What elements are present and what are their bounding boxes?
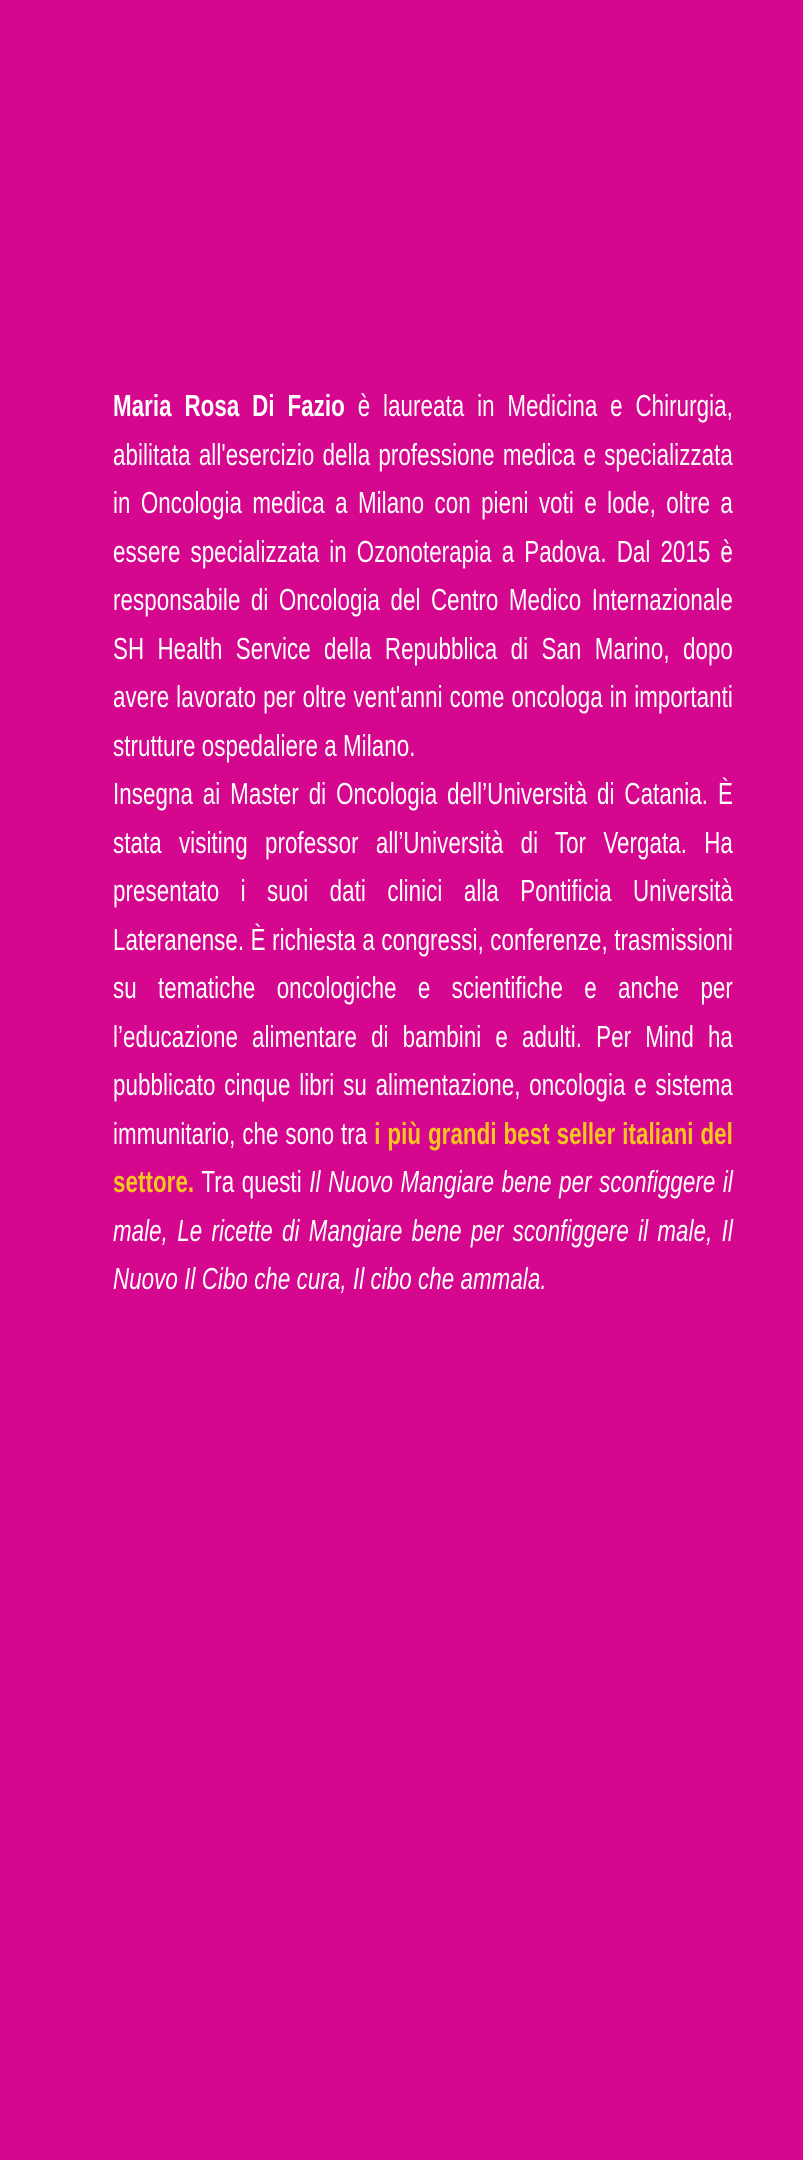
book-title-1: Il Nuovo Mangiare bene per sconfiggere il male: [113, 1164, 733, 1248]
bio-paragraph-2: [113, 770, 733, 1304]
book-separator-2: ,: [706, 1212, 722, 1248]
book-title-4: Il cibo che ammala: [352, 1261, 541, 1296]
bio-paragraph-1: [113, 382, 733, 770]
bio-end-period: .: [540, 1261, 547, 1296]
bio-text-2a: Insegna ai Master di Oncologia dell’Università di Catania. È stata visiting professor all’Università di Tor Vergata. Ha presentato i suoi dati clinici alla Pontificia Università Lateranense. È richiesta a congressi, conferenze, trasmissioni su tematiche oncologiche e scientifiche e anche per l’educazione alimentare di bambini e adulti. Per Mind ha pubblicato cinque libri su alimentazione, oncologia e sistema immunitario, che sono tra: [113, 776, 733, 1151]
author-name: Maria Rosa Di Fazio: [113, 388, 345, 423]
book-title-2: Le ricette di Mangiare bene per sconfiggere il male: [177, 1212, 707, 1248]
book-separator-1: ,: [161, 1212, 178, 1248]
book-title-3: Il Nuovo Il Cibo che cura: [113, 1212, 733, 1296]
bio-text-2b: Tra questi: [194, 1164, 310, 1199]
book-separator-3: ,: [340, 1261, 353, 1296]
bio-text-1: è laureata in Medicina e Chirurgia, abilitata all'esercizio della professione medica e specializzata in Oncologia medica a Milano con pieni voti e lode, oltre a essere specializzata in Ozonoterapia a Padova. Dal 2015 è responsabile di Oncologia del Centro Medico Internazionale SH Health Service della Repubblica di San Marino, dopo avere lavorato per oltre vent'anni come oncologa in importanti strutture ospedaliere a Milano.: [113, 388, 733, 763]
bestseller-highlight: i più grandi best seller italiani del settore.: [113, 1115, 733, 1199]
author-bio: [113, 382, 733, 1304]
